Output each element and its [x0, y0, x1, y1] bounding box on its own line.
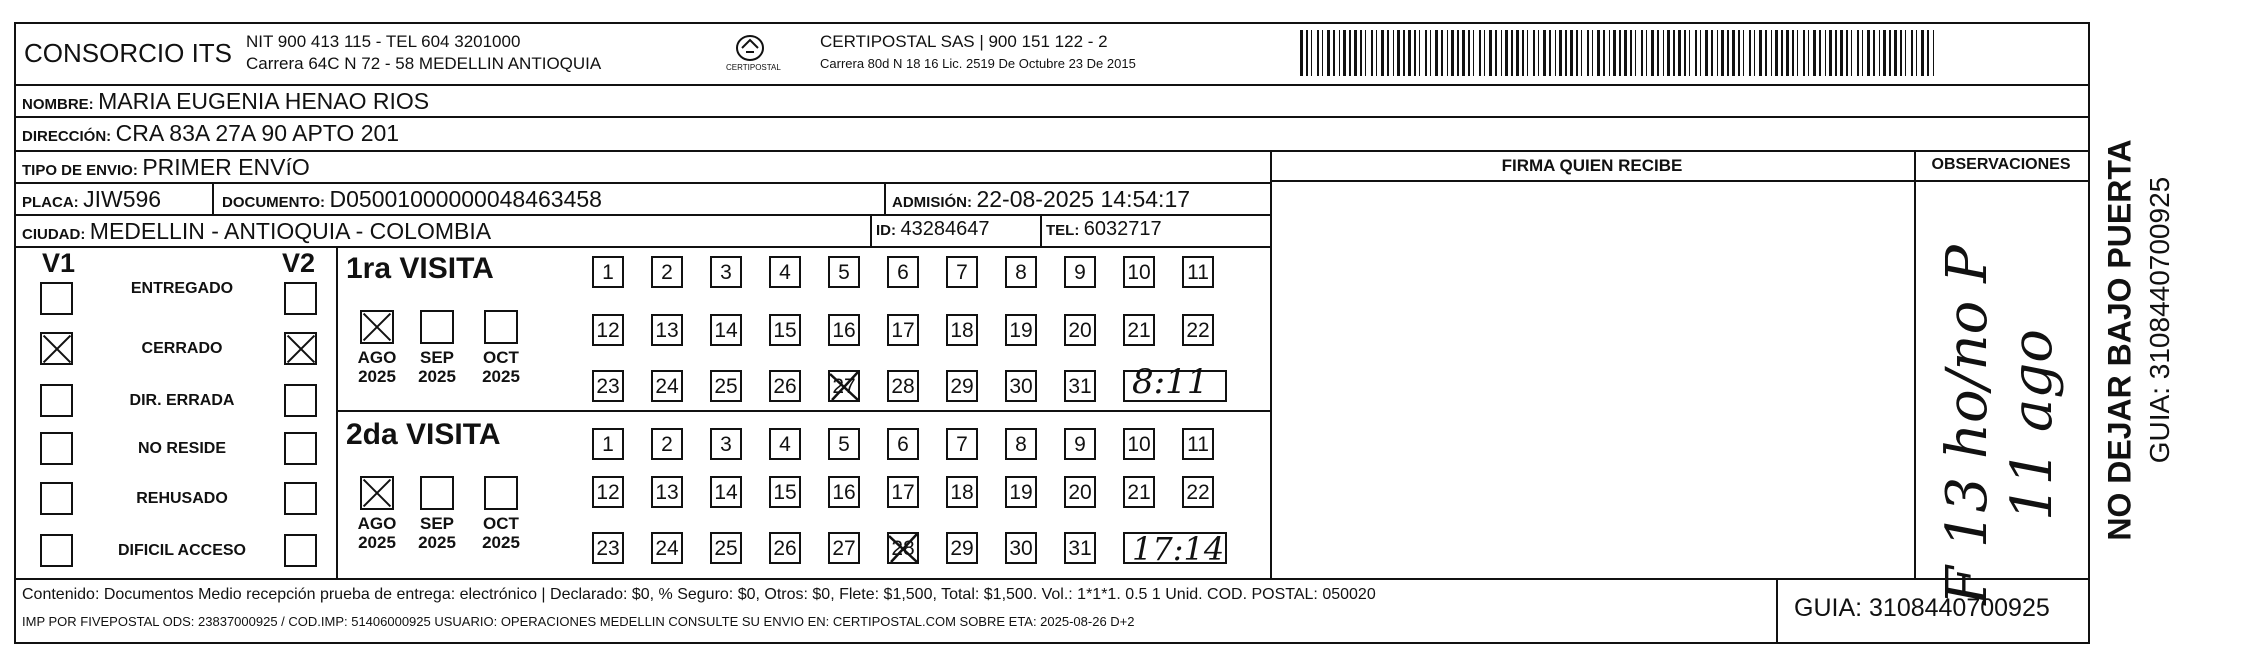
nombre-label: NOMBRE: — [22, 96, 94, 113]
month-name: SEP — [419, 348, 455, 367]
day-number: 3 — [720, 261, 732, 284]
documento-label: DOCUMENTO: — [222, 194, 326, 211]
day-box-23[interactable] — [592, 370, 624, 402]
admision-value: 22-08-2025 14:54:17 — [976, 186, 1191, 212]
day-number: 13 — [655, 319, 679, 342]
month-checkbox[interactable] — [360, 310, 394, 344]
day-number: 19 — [1009, 319, 1033, 342]
day-number: 8 — [1015, 261, 1027, 284]
status-label: REHUSADO — [136, 490, 228, 507]
day-box-23[interactable] — [592, 532, 624, 564]
month-year: 2025 — [482, 367, 520, 386]
day-box-17[interactable] — [887, 314, 919, 346]
no-dejar-bajo-puerta: NO DEJAR BAJO PUERTA — [2101, 139, 2138, 541]
day-box-7[interactable] — [946, 428, 978, 460]
day-box-2[interactable] — [651, 256, 683, 288]
day-box-26[interactable] — [769, 532, 801, 564]
day-box-10[interactable] — [1123, 256, 1155, 288]
day-number: 27 — [832, 537, 856, 560]
day-number: 29 — [950, 375, 974, 398]
month-checkbox[interactable] — [484, 310, 518, 344]
day-box-8[interactable] — [1005, 256, 1037, 288]
day-number: 29 — [950, 537, 974, 560]
day-box-24[interactable] — [651, 370, 683, 402]
month-label — [410, 348, 464, 386]
id-value: 43284647 — [900, 218, 990, 240]
day-number: 31 — [1068, 375, 1092, 398]
day-box-29[interactable] — [946, 532, 978, 564]
day-box-15[interactable] — [769, 476, 801, 508]
day-box-29[interactable] — [946, 370, 978, 402]
day-number: 6 — [897, 433, 909, 456]
placa-label: PLACA: — [22, 194, 79, 211]
day-box-7[interactable] — [946, 256, 978, 288]
day-number: 16 — [832, 319, 856, 342]
day-number: 24 — [655, 375, 679, 398]
month-label — [474, 514, 528, 552]
day-number: 14 — [714, 319, 738, 342]
day-box-31[interactable] — [1064, 532, 1096, 564]
status-v2-checkbox[interactable] — [284, 282, 317, 315]
day-box-1[interactable] — [592, 256, 624, 288]
day-box-24[interactable] — [651, 532, 683, 564]
day-number: 21 — [1127, 319, 1151, 342]
day-number: 26 — [773, 537, 797, 560]
day-box-30[interactable] — [1005, 370, 1037, 402]
footer-guia: GUIA: 3108440700925 — [1794, 594, 2050, 622]
day-box-11[interactable] — [1182, 428, 1214, 460]
day-box-10[interactable] — [1123, 428, 1155, 460]
month-label — [350, 348, 404, 386]
status-v1-checkbox[interactable] — [40, 534, 73, 567]
day-number: 8 — [1015, 433, 1027, 456]
day-number: 17 — [891, 481, 915, 504]
day-number: 18 — [950, 319, 974, 342]
admision-row — [892, 186, 1190, 213]
day-box-9[interactable] — [1064, 428, 1096, 460]
day-box-11[interactable] — [1182, 256, 1214, 288]
nit-line: NIT 900 413 115 - TEL 604 3201000 — [246, 32, 521, 51]
v1-label: V1 — [42, 248, 76, 278]
address-line: Carrera 64C N 72 - 58 MEDELLIN ANTIOQUIA — [246, 54, 602, 73]
month-label — [350, 514, 404, 552]
day-number: 13 — [655, 481, 679, 504]
visit1-handwritten-time: 8:11 — [1132, 362, 1209, 402]
observaciones-header: OBSERVACIONES — [1931, 156, 2071, 173]
visit2-title: 2da VISITA — [346, 418, 501, 451]
day-box-25[interactable] — [710, 370, 742, 402]
day-box-19[interactable] — [1005, 314, 1037, 346]
day-number: 7 — [956, 261, 968, 284]
status-v2-checkbox[interactable] — [284, 432, 317, 465]
id-label: ID: — [876, 222, 896, 239]
footer-content-line: Contenido: Documentos Medio recepción prueba de entrega: electrónico | Declarado: $0, % Seguro: $0, Otros: $0, Flete: $1,500, Total: $1,500. Vol.: 1*1*1. 0.5 1 Unid. COD. POSTAL: 050020 — [22, 586, 1376, 603]
status-v2-checkbox[interactable] — [284, 534, 317, 567]
day-box-6[interactable] — [887, 256, 919, 288]
month-year: 2025 — [358, 367, 396, 386]
admision-label: ADMISIÓN: — [892, 194, 972, 211]
day-box-13[interactable] — [651, 476, 683, 508]
day-number: 12 — [596, 481, 620, 504]
day-box-16[interactable] — [828, 314, 860, 346]
day-number: 22 — [1186, 319, 1210, 342]
day-box-27[interactable] — [828, 532, 860, 564]
day-number: 25 — [714, 537, 738, 560]
month-checkbox[interactable] — [484, 476, 518, 510]
ciudad-value: MEDELLIN - ANTIOQUIA - COLOMBIA — [89, 218, 492, 244]
status-label: CERRADO — [141, 340, 223, 357]
carrier-line: CERTIPOSTAL SAS | 900 151 122 - 2 — [820, 32, 1108, 51]
tipo-value: PRIMER ENVíO — [142, 154, 310, 180]
status-v2-checkbox[interactable] — [284, 482, 317, 515]
documento-value: D05001000000048463458 — [329, 186, 602, 212]
month-year: 2025 — [358, 533, 396, 552]
day-number: 15 — [773, 319, 797, 342]
day-number: 16 — [832, 481, 856, 504]
day-number: 3 — [720, 433, 732, 456]
day-number: 31 — [1068, 537, 1092, 560]
v2-label: V2 — [282, 248, 316, 278]
day-box-19[interactable] — [1005, 476, 1037, 508]
day-mark — [887, 532, 919, 564]
day-box-2[interactable] — [651, 428, 683, 460]
day-number: 26 — [773, 375, 797, 398]
nombre-value: MARIA EUGENIA HENAO RIOS — [98, 88, 430, 114]
company-name: CONSORCIO ITS — [24, 38, 233, 68]
status-v1-checkbox[interactable] — [40, 332, 73, 365]
barcode — [1300, 30, 1940, 76]
nombre-row — [22, 88, 429, 115]
day-number: 2 — [661, 261, 673, 284]
day-box-16[interactable] — [828, 476, 860, 508]
day-number: 1 — [602, 433, 614, 456]
month-name: OCT — [483, 348, 519, 367]
direccion-value: CRA 83A 27A 90 APTO 201 — [115, 120, 400, 146]
month-checkbox[interactable] — [360, 476, 394, 510]
side-guia: GUIA: 3108440700925 — [2144, 176, 2175, 464]
tel-row — [1046, 218, 1162, 241]
month-name: AGO — [357, 348, 397, 367]
day-box-14[interactable] — [710, 476, 742, 508]
day-box-4[interactable] — [769, 256, 801, 288]
day-number: 21 — [1127, 481, 1151, 504]
month-checkbox[interactable] — [420, 476, 454, 510]
day-box-13[interactable] — [651, 314, 683, 346]
placa-value: JIW596 — [83, 186, 162, 212]
day-box-3[interactable] — [710, 428, 742, 460]
day-number: 22 — [1186, 481, 1210, 504]
tel-label: TEL: — [1046, 222, 1080, 239]
day-box-31[interactable] — [1064, 370, 1096, 402]
day-number: 10 — [1127, 433, 1151, 456]
day-number: 17 — [891, 319, 915, 342]
month-label — [474, 348, 528, 386]
day-number: 27 — [832, 375, 856, 398]
day-box-22[interactable] — [1182, 314, 1214, 346]
visit2-handwritten-time: 17:14 — [1132, 530, 1225, 568]
month-checkbox[interactable] — [420, 310, 454, 344]
day-number: 4 — [779, 433, 791, 456]
day-box-17[interactable] — [887, 476, 919, 508]
month-name: OCT — [483, 514, 519, 533]
id-row — [876, 218, 989, 241]
tipo-label: TIPO DE ENVIO: — [22, 162, 138, 179]
month-year: 2025 — [418, 533, 456, 552]
tel-value: 6032717 — [1083, 218, 1162, 240]
day-box-18[interactable] — [946, 476, 978, 508]
observaciones-handwriting: F 13 ho/no P 11 ago — [1935, 245, 2065, 605]
logo-text: CERTIPOSTAL — [726, 63, 781, 72]
day-box-12[interactable] — [592, 476, 624, 508]
day-box-4[interactable] — [769, 428, 801, 460]
day-box-5[interactable] — [828, 256, 860, 288]
certipostal-logo — [720, 30, 780, 78]
status-v2-checkbox[interactable] — [284, 384, 317, 417]
day-number: 24 — [655, 537, 679, 560]
day-box-1[interactable] — [592, 428, 624, 460]
tipo-row — [22, 154, 310, 181]
day-box-21[interactable] — [1123, 476, 1155, 508]
visit1-title: 1ra VISITA — [346, 252, 494, 285]
documento-row — [222, 186, 602, 213]
status-label: DIFICIL ACCESO — [117, 542, 246, 559]
day-number: 6 — [897, 261, 909, 284]
day-number: 23 — [596, 537, 620, 560]
day-box-3[interactable] — [710, 256, 742, 288]
status-v1-checkbox[interactable] — [40, 282, 73, 315]
day-box-22[interactable] — [1182, 476, 1214, 508]
day-box-5[interactable] — [828, 428, 860, 460]
day-number: 2 — [661, 433, 673, 456]
day-number: 9 — [1074, 433, 1086, 456]
day-number: 7 — [956, 433, 968, 456]
day-number: 19 — [1009, 481, 1033, 504]
day-number: 25 — [714, 375, 738, 398]
day-box-28[interactable] — [887, 370, 919, 402]
direccion-row — [22, 120, 399, 147]
day-number: 12 — [596, 319, 620, 342]
day-box-8[interactable] — [1005, 428, 1037, 460]
day-number: 15 — [773, 481, 797, 504]
day-number: 18 — [950, 481, 974, 504]
day-box-18[interactable] — [946, 314, 978, 346]
day-box-30[interactable] — [1005, 532, 1037, 564]
status-v2-checkbox[interactable] — [284, 332, 317, 365]
day-number: 28 — [891, 537, 915, 560]
status-v1-checkbox[interactable] — [40, 384, 73, 417]
day-box-27[interactable] — [828, 370, 860, 402]
carrier-address: Carrera 80d N 18 16 Lic. 2519 De Octubre 23 De 2015 — [820, 56, 1136, 71]
day-box-20[interactable] — [1064, 476, 1096, 508]
day-number: 23 — [596, 375, 620, 398]
day-number: 1 — [602, 261, 614, 284]
day-box-6[interactable] — [887, 428, 919, 460]
day-number: 14 — [714, 481, 738, 504]
day-number: 30 — [1009, 375, 1033, 398]
day-mark — [828, 370, 860, 402]
month-year: 2025 — [418, 367, 456, 386]
day-box-25[interactable] — [710, 532, 742, 564]
month-name: SEP — [419, 514, 455, 533]
day-box-26[interactable] — [769, 370, 801, 402]
placa-row — [22, 186, 161, 213]
day-box-15[interactable] — [769, 314, 801, 346]
day-number: 20 — [1068, 481, 1092, 504]
day-number: 28 — [891, 375, 915, 398]
day-box-28[interactable] — [887, 532, 919, 564]
day-number: 20 — [1068, 319, 1092, 342]
day-number: 11 — [1187, 433, 1209, 456]
direccion-label: DIRECCIÓN: — [22, 128, 112, 145]
day-number: 30 — [1009, 537, 1033, 560]
day-box-20[interactable] — [1064, 314, 1096, 346]
day-box-9[interactable] — [1064, 256, 1096, 288]
status-v1-checkbox[interactable] — [40, 432, 73, 465]
status-label: NO RESIDE — [137, 440, 226, 457]
day-number: 5 — [838, 433, 850, 456]
day-box-12[interactable] — [592, 314, 624, 346]
status-label: DIR. ERRADA — [129, 392, 235, 409]
day-number: 9 — [1074, 261, 1086, 284]
day-box-21[interactable] — [1123, 314, 1155, 346]
day-number: 10 — [1127, 261, 1151, 284]
ciudad-label: CIUDAD: — [22, 226, 86, 243]
day-number: 11 — [1187, 261, 1209, 284]
status-label: ENTREGADO — [130, 280, 234, 297]
status-v1-checkbox[interactable] — [40, 482, 73, 515]
firma-header: FIRMA QUIEN RECIBE — [1501, 156, 1683, 175]
footer-print-line: IMP POR FIVEPOSTAL ODS: 23837000925 / COD.IMP: 51406000925 USUARIO: OPERACIONES MEDELLIN CONSULTE SU ENVIO EN: CERTIPOSTAL.COM SOBRE ETA: 2025-08-26 D+2 — [22, 614, 1135, 629]
day-number: 5 — [838, 261, 850, 284]
ciudad-row — [22, 218, 491, 245]
month-name: AGO — [357, 514, 397, 533]
month-year: 2025 — [482, 533, 520, 552]
month-label — [410, 514, 464, 552]
day-number: 4 — [779, 261, 791, 284]
day-box-14[interactable] — [710, 314, 742, 346]
